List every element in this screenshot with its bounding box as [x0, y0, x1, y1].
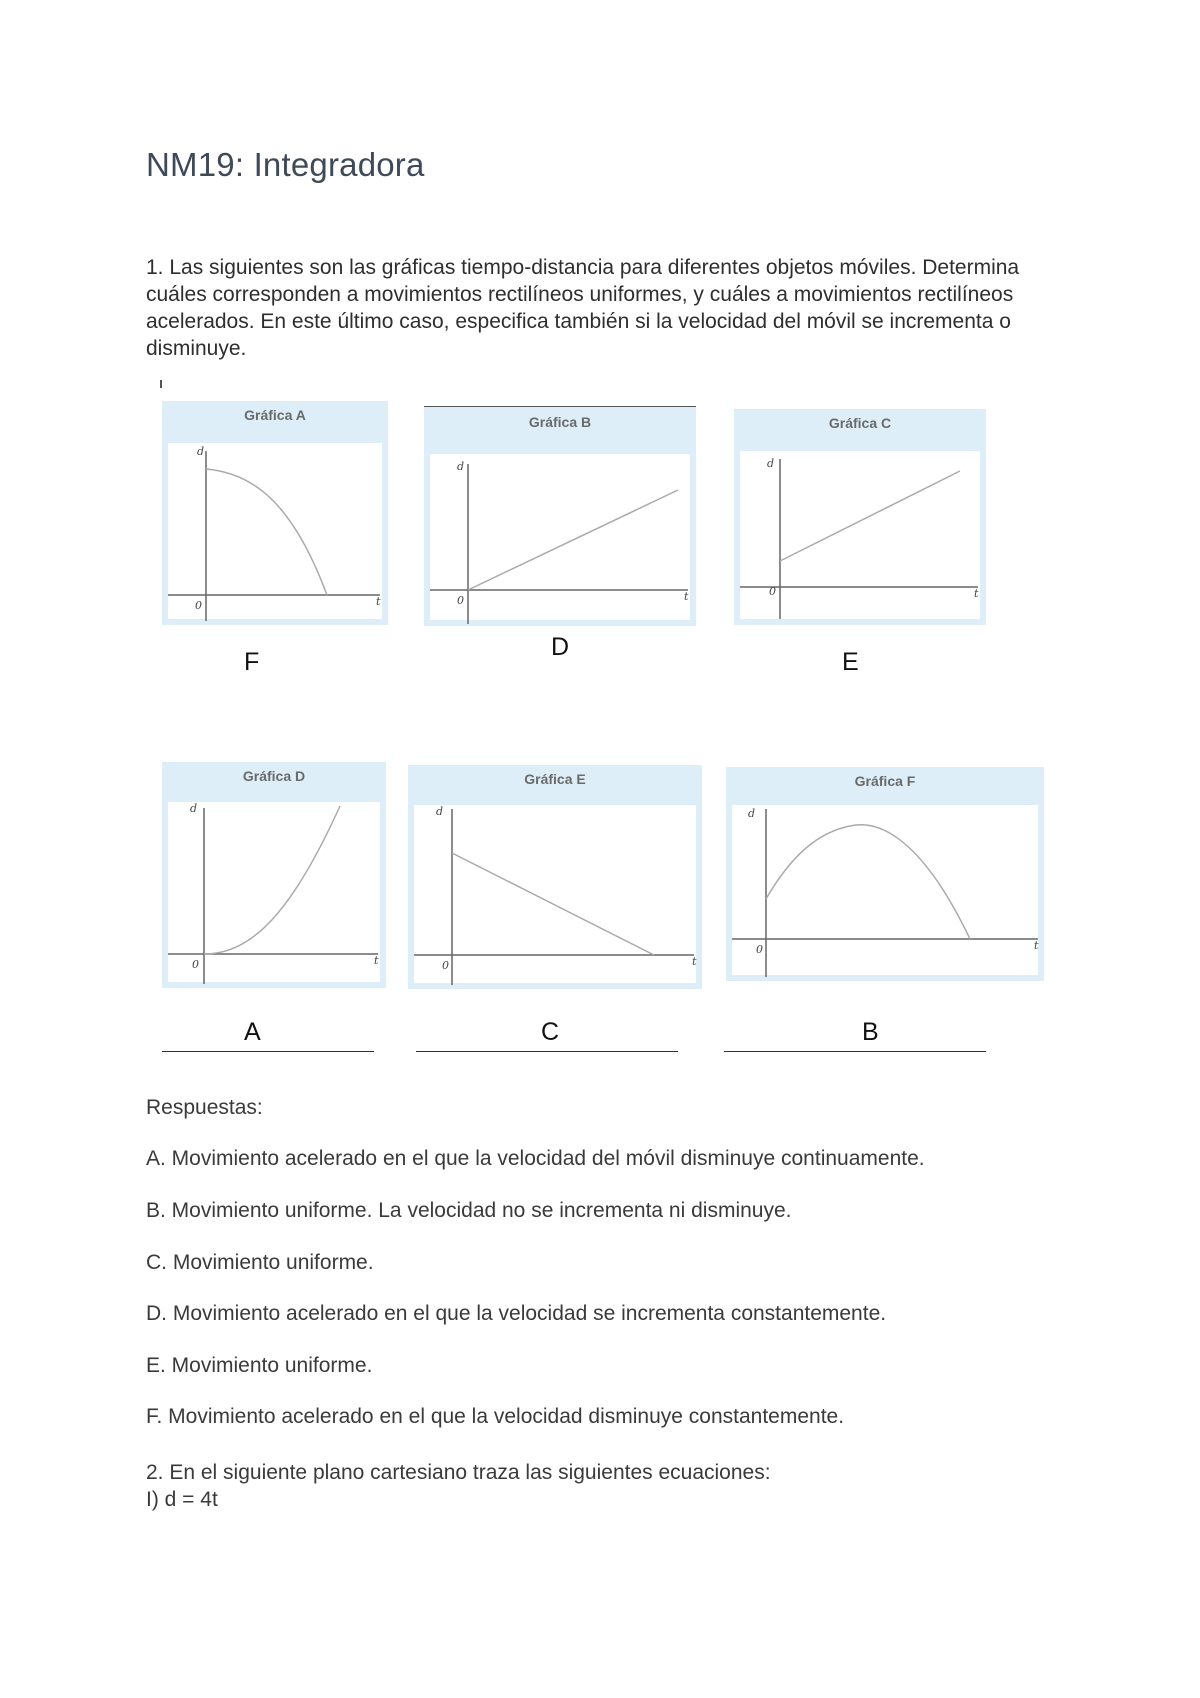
graph-a-y-label: d: [197, 445, 205, 458]
answer-letter-graph-d: A: [244, 1018, 261, 1046]
response-e: E. Movimiento uniforme.: [146, 1354, 373, 1377]
graph-f-title: Gráfica F: [854, 773, 916, 789]
graph-b-origin-label: 0: [457, 594, 464, 607]
graph-e-title: Gráfica E: [524, 771, 586, 787]
graph-d-y-label: d: [190, 802, 198, 815]
response-a: A. Movimiento acelerado en el que la velocidad del móvil disminuye continuamente.: [146, 1147, 925, 1170]
response-c: C. Movimiento uniforme.: [146, 1251, 374, 1274]
answer-letter-graph-f: B: [862, 1018, 879, 1046]
answer-letter-graph-e: C: [541, 1018, 560, 1046]
graph-c-line: [780, 471, 960, 561]
graph-d-origin-label: 0: [192, 958, 199, 971]
page-title: NM19: Integradora: [146, 146, 425, 183]
graph-b-title: Gráfica B: [528, 414, 592, 430]
graph-b-x-label: t: [684, 590, 689, 603]
graph-f: [726, 767, 1044, 981]
question-1-text: 1. Las siguientes son las gráficas tiempo-distancia para diferentes objetos móviles. Determina cuáles corresponden a movimientos rectilíneos uniformes, y cuáles a movimientos rectilíneos acelerados. En este último caso, especifica también si la velocidad del móvil se incrementa o disminuye.: [146, 256, 1020, 360]
equation-1: I) d = 4t: [146, 1488, 218, 1511]
answer-letter-graph-a: F: [244, 648, 260, 676]
graph-f-curve: [766, 825, 970, 939]
graph-c: [734, 409, 986, 625]
graph-a-title: Gráfica A: [244, 407, 306, 423]
graph-c-plot: [734, 409, 986, 625]
graph-a: [162, 401, 388, 625]
question-2-text: 2. En el siguiente plano cartesiano traza las siguientes ecuaciones:: [146, 1461, 771, 1484]
stray-mark: [160, 380, 162, 388]
graph-d: [162, 762, 386, 988]
graph-d-curve: [204, 806, 340, 954]
graph-a-plot: [162, 401, 388, 625]
graph-c-x-label: t: [974, 587, 979, 600]
graph-c-y-label: d: [767, 457, 775, 470]
graph-f-plot: [726, 767, 1044, 981]
graph-d-title: Gráfica D: [242, 768, 306, 784]
answer-letter-graph-c: E: [842, 648, 859, 676]
response-b: B. Movimiento uniforme. La velocidad no se incrementa ni disminuye.: [146, 1199, 792, 1222]
graph-c-title: Gráfica C: [828, 415, 892, 431]
graph-c-origin-label: 0: [769, 585, 776, 598]
answer-underline-graph-d: [162, 1051, 374, 1052]
graph-e-line: [452, 853, 654, 955]
graph-b-y-label: d: [457, 460, 465, 473]
graph-b: [424, 406, 696, 626]
graph-d-plot: [162, 762, 386, 988]
response-d: D. Movimiento acelerado en el que la velocidad se incrementa constantemente.: [146, 1302, 887, 1325]
graph-b-plot: [424, 406, 696, 626]
graph-d-x-label: t: [374, 954, 379, 967]
graph-e: [408, 765, 702, 989]
response-f: F. Movimiento acelerado en el que la velocidad disminuye constantemente.: [146, 1405, 845, 1428]
responses-heading: Respuestas:: [146, 1096, 263, 1119]
graph-b-line: [468, 490, 678, 590]
graph-f-x-label: t: [1034, 939, 1039, 952]
graph-e-x-label: t: [692, 955, 697, 968]
answer-letter-graph-b: D: [551, 633, 570, 661]
graph-a-x-label: t: [376, 595, 381, 608]
graph-e-origin-label: 0: [442, 959, 449, 972]
answer-underline-graph-e: [416, 1051, 678, 1052]
graph-e-plot: [408, 765, 702, 989]
answer-underline-graph-f: [724, 1051, 986, 1052]
graph-e-y-label: d: [436, 805, 444, 818]
graph-a-origin-label: 0: [195, 599, 202, 612]
graph-f-origin-label: 0: [756, 943, 763, 956]
graph-f-y-label: d: [748, 807, 756, 820]
graph-a-curve: [206, 469, 327, 595]
